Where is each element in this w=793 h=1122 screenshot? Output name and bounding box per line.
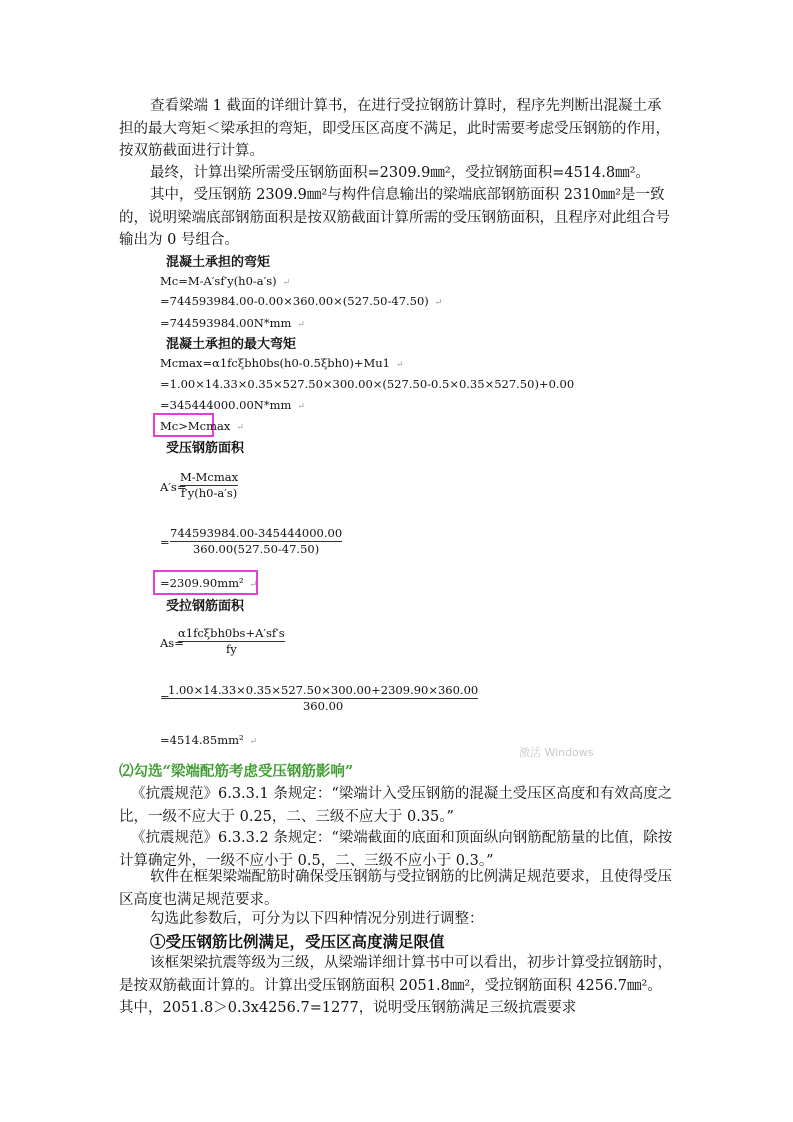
calc-heading-compression-area: 受压钢筋面积 xyxy=(166,441,245,456)
activate-windows-watermark: 激活 Windows xyxy=(519,746,594,759)
formula-text: Mcmax=α1fcξbh0bs(h0-0.5ξbh0)+Mu1 xyxy=(160,356,390,370)
intro-paragraph-2: 最终，计算出梁所需受压钢筋面积=2309.9㎜²，受拉钢筋面积=4514.8㎜²。 xyxy=(150,165,650,181)
calc-line-mcmax-formula xyxy=(160,355,404,373)
code-quote-6332: 《抗震规范》6.3.3.2 条规定：“梁端截面的底面和顶面纵向钢筋配筋量的比值，除按计算确定外，一级不应小于 0.5，二、三级不应小于 0.3。” xyxy=(119,830,673,869)
fraction-denominator: 360.00(527.50-47.50) xyxy=(192,542,320,556)
fraction-denominator: 360.00 xyxy=(302,699,344,713)
return-mark: ↵ xyxy=(395,360,404,370)
formula-text: =1.00×14.33×0.35×527.50×300.00×(527.50-0.5×0.35×527.50)+0.00 xyxy=(160,377,575,391)
formula-text: =744593984.00-0.00×360.00×(527.50-47.50) xyxy=(160,294,429,308)
software-explanation-paragraph: 软件在框架梁端配筋时确保受压钢筋与受拉钢筋的比例满足规范要求，且使得受压区高度也满足规范要求。 xyxy=(119,869,672,908)
fraction-compression-formula xyxy=(180,470,238,501)
equation-lead-equals: = xyxy=(160,535,170,549)
formula-text: =2309.90mm² xyxy=(160,576,244,590)
calc-line-mc-result xyxy=(160,315,305,333)
formula-text: Mc>Mcmax xyxy=(160,419,231,433)
calc-heading-max-moment: 混凝土承担的最大弯矩 xyxy=(166,337,297,352)
fraction-numerator: α1fcξbh0bs+A′sf′s xyxy=(178,626,285,640)
formula-text: =4514.85mm² xyxy=(160,733,244,747)
formula-text: =345444000.00N*mm xyxy=(160,398,292,412)
return-mark: ↵ xyxy=(282,278,291,288)
intro-paragraph-3: 其中，受压钢筋 2309.9㎜²与构件信息输出的梁端底部钢筋面积 2310㎜²是一致的，说明梁端底部钢筋面积是按双筋截面计算所需的受压钢筋面积，且程序对此组合号输出为 0 号组合。 xyxy=(119,187,670,248)
fraction-tension-formula xyxy=(178,626,285,657)
calc-line-comparison xyxy=(160,418,244,436)
return-mark: ↵ xyxy=(249,580,258,590)
calc-line-tension-result xyxy=(160,732,257,750)
fraction-numerator: M-Mcmax xyxy=(180,470,239,484)
intro-paragraph-1: 查看梁端 1 截面的详细计算书，在进行受拉钢筋计算时，程序先判断出混凝土承担的最大弯矩＜梁承担的弯矩，即受压区高度不满足，此时需要考虑受压钢筋的作用，按双筋截面进行计算。 xyxy=(119,98,670,159)
calc-line-compression-result xyxy=(160,575,257,593)
calc-heading-tension-area: 受拉钢筋面积 xyxy=(166,599,245,614)
fraction-tension-substitution xyxy=(168,683,478,714)
return-mark: ↵ xyxy=(249,737,258,747)
return-mark: ↵ xyxy=(434,298,443,308)
equation-lead-as: As= xyxy=(160,636,184,650)
calc-line-mc-substitution xyxy=(160,293,442,311)
fraction-denominator: fy xyxy=(225,642,237,656)
calc-line-mc-formula xyxy=(160,273,290,291)
calc-heading-concrete-moment: 混凝土承担的弯矩 xyxy=(166,255,271,270)
code-quote-6331: 《抗震规范》6.3.3.1 条规定：“梁端计入受压钢筋的混凝土受压区高度和有效高度之比，一级不应大于 0.25，二、三级不应大于 0.35。” xyxy=(119,786,673,825)
four-cases-intro: 勾选此参数后，可分为以下四种情况分别进行调整： xyxy=(150,911,484,927)
fraction-denominator: f′y(h0-a′s) xyxy=(180,486,238,500)
return-mark: ↵ xyxy=(236,423,244,433)
fraction-numerator: 1.00×14.33×0.35×527.50×300.00+2309.90×360.00 xyxy=(168,683,479,697)
fraction-compression-substitution xyxy=(170,526,342,557)
formula-text: =744593984.00N*mm xyxy=(160,316,292,330)
case-1-paragraph: 该框架梁抗震等级为三级，从梁端详细计算书中可以看出，初步计算受拉钢筋时，是按双筋截面计算的。计算出受压钢筋面积 2051.8㎜²，受拉钢筋面积 4256.7㎜²。其中，2051.8＞0.3x4256.7=1277，说明受压钢筋满足三级抗震要求 xyxy=(119,955,672,1016)
return-mark: ↵ xyxy=(297,402,305,412)
equation-lead-equals-2: = xyxy=(160,690,170,704)
case-1-heading: ①受压钢筋比例满足，受压区高度满足限值 xyxy=(150,932,445,951)
equation-lead-as-prime: A′s= xyxy=(160,480,187,494)
formula-text: Mc=M-A′sf′y(h0-a′s) xyxy=(160,274,277,288)
return-mark: ↵ xyxy=(297,320,305,330)
section-heading-compression-influence: ⑵勾选“梁端配筋考虑受压钢筋影响” xyxy=(119,763,354,780)
calc-line-mcmax-substitution xyxy=(160,376,574,392)
fraction-numerator: 744593984.00-345444000.00 xyxy=(170,526,343,540)
